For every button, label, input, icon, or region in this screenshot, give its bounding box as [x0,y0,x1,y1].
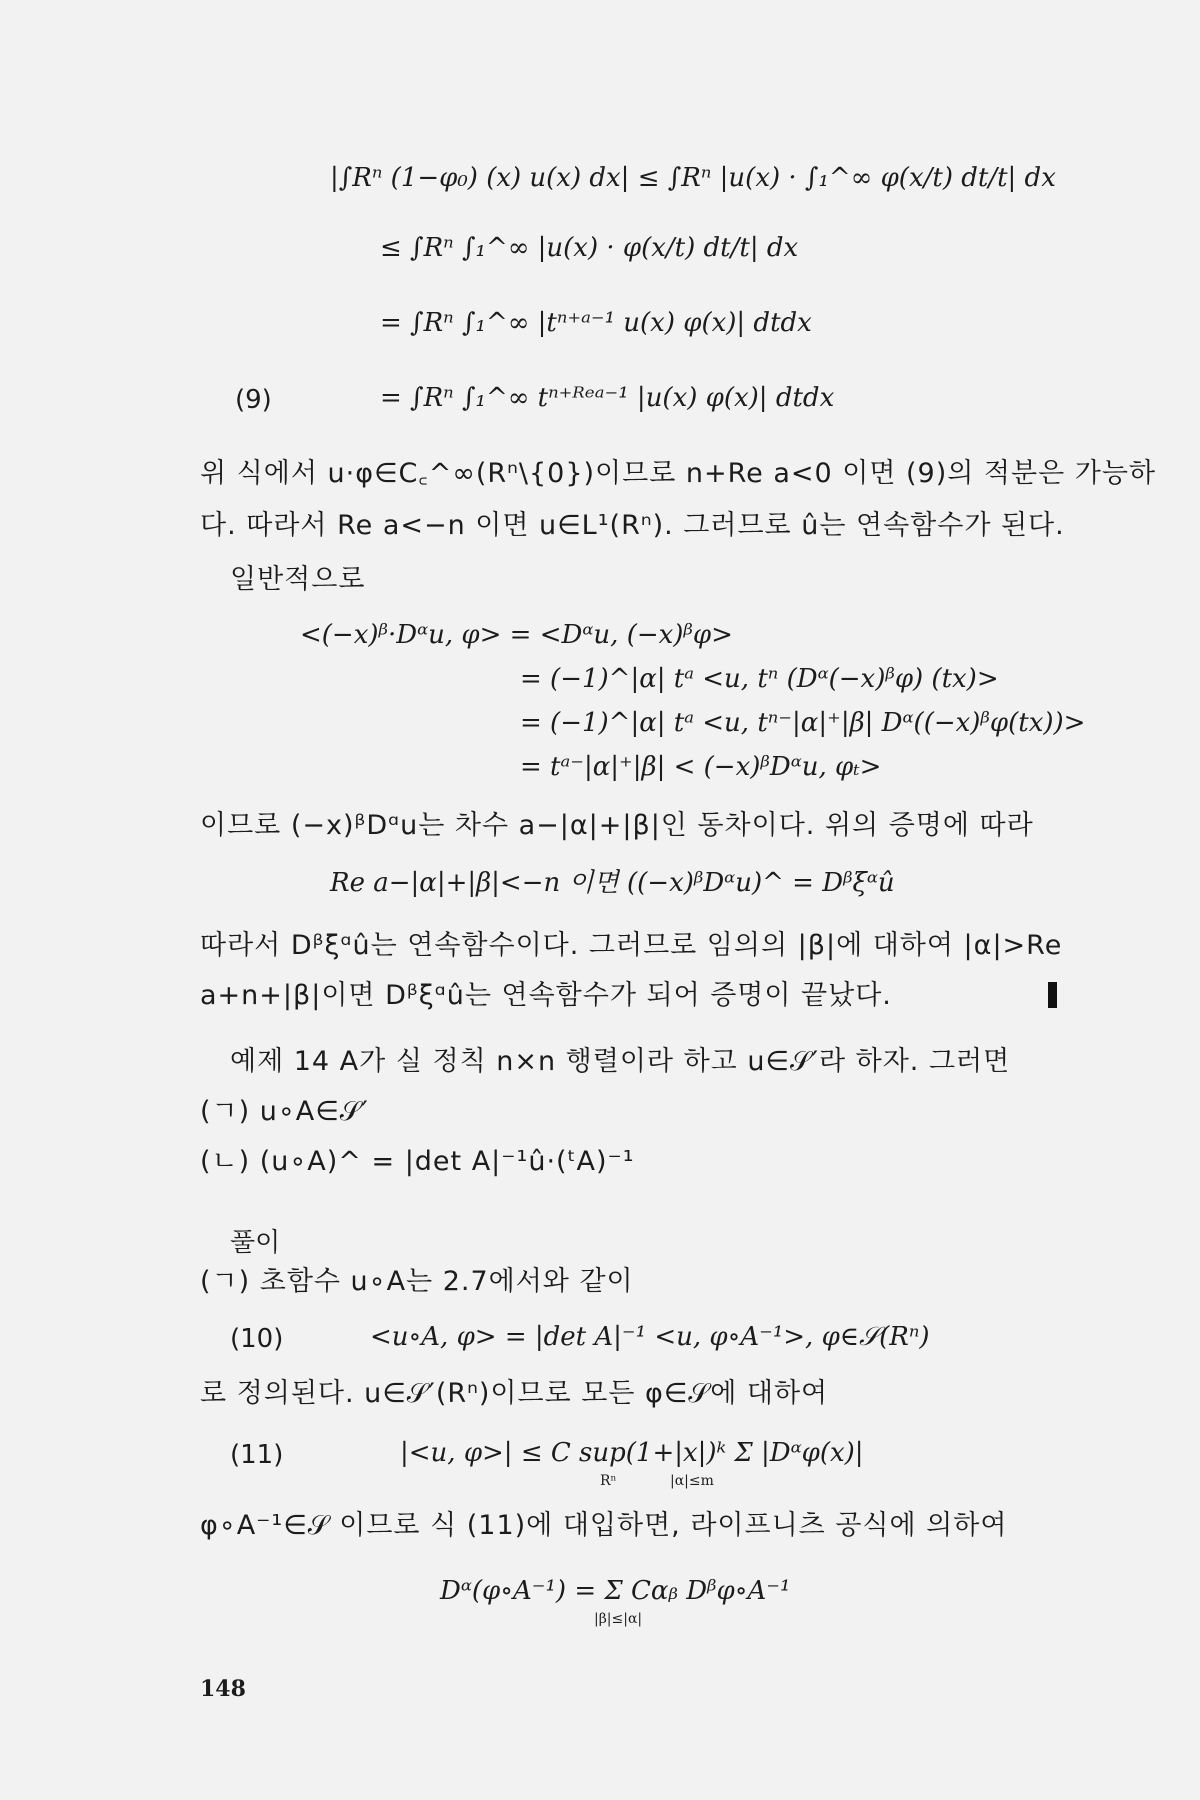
solution-heading: 풀이 [230,1228,281,1258]
equation-number: (10) [230,1324,284,1354]
equation-line: |<u, φ>| ≤ C sup(1+|x|)ᵏ Σ |Dᵅφ(x)| [400,1438,864,1468]
page-number: 148 [200,1676,246,1702]
equation-line: = (−1)^|α| tᵃ <u, tⁿ⁻|α|⁺|β| Dᵅ((−x)ᵝφ(tx))> [520,708,1086,738]
text-line: φ∘A⁻¹∈𝒮 이므로 식 (11)에 대입하면, 라이프니츠 공식에 의하여 [200,1510,1008,1541]
equation-line: = ∫Rⁿ ∫₁^∞ |tⁿ⁺ᵃ⁻¹ u(x) φ(x)| dtdx [380,308,812,338]
qed-mark [1048,982,1057,1008]
equation-number: (11) [230,1440,284,1470]
text-line: 다. 따라서 Re a<−n 이면 u∈L¹(Rⁿ). 그러므로 û는 연속함수가 된다. [200,510,1065,541]
equation-line: Re a−|α|+|β|<−n 이면 ((−x)ᵝDᵅu)^ = Dᵝξᵅû [330,868,895,898]
equation-number: (9) [235,385,272,415]
equation-line: = (−1)^|α| tᵃ <u, tⁿ (Dᵅ(−x)ᵝφ) (tx)> [520,664,999,694]
equation-line: Dᵅ(φ∘A⁻¹) = Σ Cαᵦ Dᵝφ∘A⁻¹ [440,1576,791,1606]
equation-line: |∫Rⁿ (1−φ₀) (x) u(x) dx| ≤ ∫Rⁿ |u(x) · ∫₁^∞ φ(x/t) dt/t| dx [330,163,1056,193]
text-line: (ㄱ) 초함수 u∘A는 2.7에서와 같이 [200,1266,634,1297]
example-item: (ㄱ) u∘A∈𝒮′ [200,1096,369,1127]
text-line: 일반적으로 [230,564,366,595]
text-line: 로 정의된다. u∈𝒮′(Rⁿ)이므로 모든 φ∈𝒮에 대하여 [200,1378,829,1409]
text-line: 이므로 (−x)ᵝDᵅu는 차수 a−|α|+|β|인 동차이다. 위의 증명에 따라 [200,810,1034,841]
equation-line: ≤ ∫Rⁿ ∫₁^∞ |u(x) · φ(x/t) dt/t| dx [380,233,799,263]
text-line: 따라서 Dᵝξᵅû는 연속함수이다. 그러므로 임의의 |β|에 대하여 |α|>Re [200,930,1063,961]
equation-subscript: Rⁿ |α|≤m [600,1473,714,1489]
equation-line: = ∫Rⁿ ∫₁^∞ tⁿ⁺ᴿᵉᵃ⁻¹ |u(x) φ(x)| dtdx [380,383,835,413]
text-line: a+n+|β|이면 Dᵝξᵅû는 연속함수가 되어 증명이 끝났다. [200,980,892,1011]
equation-line: <u∘A, φ> = |det A|⁻¹ <u, φ∘A⁻¹>, φ∈𝒮(Rⁿ) [370,1322,930,1352]
equation-line: <(−x)ᵝ·Dᵅu, φ> = <Dᵅu, (−x)ᵝφ> [300,620,733,650]
example-statement: 예제 14 A가 실 정칙 n×n 행렬이라 하고 u∈𝒮′라 하자. 그러면 [230,1046,1011,1077]
equation-line: = tᵃ⁻|α|⁺|β| < (−x)ᵝDᵅu, φₜ> [520,752,882,782]
example-item: (ㄴ) (u∘A)^ = |det A|⁻¹û·(ᵗA)⁻¹ [200,1146,635,1177]
equation-subscript: |β|≤|α| [594,1611,643,1627]
text-line: 위 식에서 u·φ∈C꜀^∞(Rⁿ\{0})이므로 n+Re a<0 이면 (9)의 적분은 가능하 [200,458,1157,489]
